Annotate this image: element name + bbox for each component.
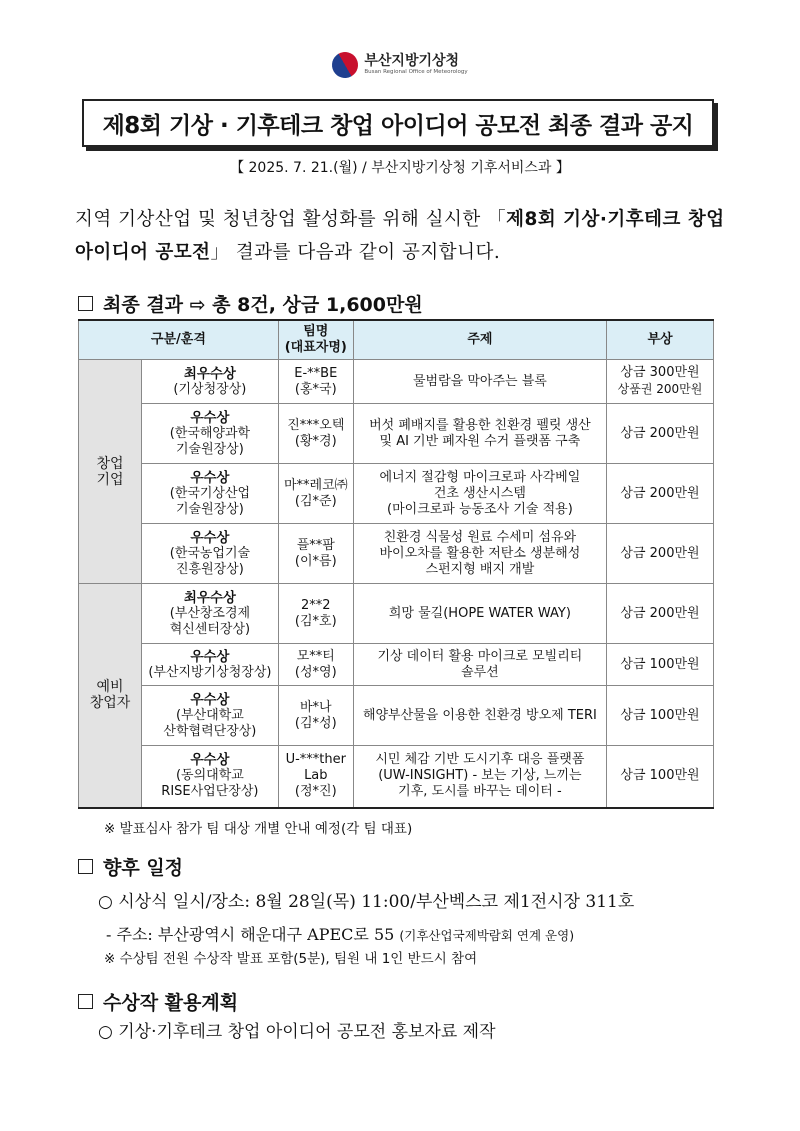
- results-table: [78, 319, 714, 809]
- group-label: 예비 창업자: [79, 584, 142, 808]
- section-heading-schedule: 향후 일정: [78, 853, 183, 880]
- dateline: 【 2025. 7. 21.(월) / 부산지방기상청 기후서비스과 】: [230, 160, 570, 176]
- topic-cell: 해양부산물을 이용한 친환경 방오제 TERI: [353, 686, 606, 746]
- team-cell: [278, 360, 353, 404]
- plan-item: ○ 기상·기후테크 창업 아이디어 공모전 홍보자료 제작: [98, 1022, 496, 1042]
- group-label: 창업 기업: [79, 360, 142, 584]
- award-cell: [142, 524, 279, 584]
- prize-main: 상금 200만원: [620, 545, 700, 561]
- team-rep: (이*름): [294, 553, 337, 569]
- prize-cell: [607, 360, 714, 404]
- team-name: 마**레코㈜: [283, 477, 348, 493]
- prize-main: 상금 100만원: [620, 768, 700, 784]
- team-cell: [278, 404, 353, 464]
- award-agency: (동의대학교 RISE사업단장상): [161, 768, 259, 800]
- award-cell: [142, 360, 279, 404]
- team-cell: [278, 644, 353, 686]
- team-name: 진***오텍: [287, 417, 345, 433]
- team-cell: [278, 464, 353, 524]
- team-cell: [278, 686, 353, 746]
- schedule-item: ○ 시상식 일시/장소: 8월 28일(목) 11:00/부산벡스코 제1전시장 311호: [98, 892, 635, 912]
- team-rep: (정*진): [294, 784, 337, 800]
- award-name: 우수상: [190, 691, 230, 708]
- award-name: 우수상: [190, 529, 230, 546]
- table-row: [79, 404, 714, 464]
- org-logo: [0, 52, 800, 78]
- prize-main: 상금 200만원: [620, 485, 700, 501]
- checkbox-square-icon: [78, 994, 93, 1009]
- table-row: [79, 524, 714, 584]
- award-cell: [142, 686, 279, 746]
- prize-cell: [607, 464, 714, 524]
- schedule-address: - 주소: 부산광역시 해운대구 APEC로 55 (기후산업국제박람회 연계 운영): [106, 925, 575, 944]
- award-name: 우수상: [190, 409, 230, 426]
- team-rep: (성*영): [294, 664, 337, 680]
- topic-cell: 에너지 절감형 마이크로파 사각베일 건초 생산시스템 (마이크로파 능동조사 기술 적용): [353, 464, 606, 524]
- team-name: E-**BE: [294, 365, 338, 381]
- topic-cell: 희망 물길(HOPE WATER WAY): [353, 584, 606, 644]
- prize-main: 상금 300만원: [620, 365, 700, 380]
- award-name: 최우수상: [183, 365, 236, 382]
- prize-main: 상금 100만원: [620, 707, 700, 723]
- table-row: [79, 746, 714, 808]
- schedule-note: ※ 수상팀 전원 수상작 발표 포함(5분), 팀원 내 1인 반드시 참여: [104, 951, 478, 967]
- team-name: 2**2: [301, 597, 331, 613]
- prize-cell: [607, 584, 714, 644]
- prize-main: 상금 200만원: [620, 425, 700, 441]
- table-row: [79, 686, 714, 746]
- table-row: [79, 644, 714, 686]
- team-name: 모**티: [296, 648, 335, 664]
- taegeuk-logo-icon: [328, 47, 364, 83]
- award-agency: (부산대학교 산학협력단장상): [163, 707, 257, 739]
- table-row: [79, 360, 714, 404]
- topic-cell: 친환경 식물성 원료 수세미 섬유와 바이오차를 활용한 저탄소 생분해성 스펀지형 배지 개발: [353, 524, 606, 584]
- team-cell: [278, 746, 353, 808]
- team-rep: (홍*국): [294, 381, 337, 397]
- team-name: U-***ther Lab: [285, 752, 346, 784]
- document-title: 제8회 기상 · 기후테크 창업 아이디어 공모전 최종 결과 공지: [82, 99, 714, 147]
- team-rep: (김*준): [294, 493, 337, 509]
- award-agency: (부산지방기상청장상): [148, 664, 272, 680]
- checkbox-square-icon: [78, 859, 93, 874]
- topic-cell: 기상 데이터 활용 마이크로 모빌리티 솔루션: [353, 644, 606, 686]
- topic-cell: 시민 체감 기반 도시기후 대응 플랫폼 (UW-INSIGHT) - 보는 기상, 느끼는 기후, 도시를 바꾸는 데이터 -: [353, 746, 606, 808]
- prize-main: 상금 100만원: [620, 656, 700, 672]
- org-subtitle: Busan Regional Office of Meteorology: [364, 69, 468, 76]
- table-note: ※ 발표심사 참가 팀 대상 개별 안내 예정(각 팀 대표): [104, 821, 413, 837]
- prize-cell: [607, 524, 714, 584]
- team-rep: (김*호): [294, 613, 337, 629]
- table-row: [79, 464, 714, 524]
- award-agency: (기상청장상): [173, 381, 247, 397]
- award-cell: [142, 746, 279, 808]
- section-heading-results: 최종 결과 ⇨ 총 8건, 상금 1,600만원: [78, 290, 423, 317]
- topic-cell: 물범람을 막아주는 블록: [353, 360, 606, 404]
- award-agency: (부산창조경제 혁신센터장상): [169, 605, 251, 637]
- team-cell: [278, 584, 353, 644]
- org-name: 부산지방기상청: [364, 53, 460, 70]
- award-name: 우수상: [190, 469, 230, 486]
- team-cell: [278, 524, 353, 584]
- award-agency: (한국기상산업 기술원장상): [169, 485, 251, 517]
- award-cell: [142, 584, 279, 644]
- award-cell: [142, 404, 279, 464]
- team-rep: (황*경): [294, 433, 337, 449]
- award-cell: [142, 644, 279, 686]
- award-name: 최우수상: [183, 589, 236, 606]
- prize-cell: [607, 686, 714, 746]
- team-name: 바*나: [299, 699, 332, 715]
- prize-cell: [607, 644, 714, 686]
- prize-main: 상금 200만원: [620, 605, 700, 621]
- prize-voucher: 상품권 200만원: [617, 382, 703, 396]
- award-name: 우수상: [190, 752, 230, 769]
- award-name: 우수상: [190, 648, 230, 665]
- header-category: 구분/훈격: [79, 320, 279, 360]
- intro-paragraph: 지역 기상산업 및 청년창업 활성화를 위해 실시한 「제8회 기상·기후테크 창업 아이디어 공모전」 결과를 다음과 같이 공지합니다.: [75, 209, 725, 263]
- award-agency: (한국농업기술 진흥원장상): [169, 545, 251, 577]
- header-prize: 부상: [607, 320, 714, 360]
- header-team: 팀명 (대표자명): [278, 320, 353, 360]
- prize-cell: [607, 746, 714, 808]
- checkbox-square-icon: [78, 296, 93, 311]
- table-row: [79, 584, 714, 644]
- prize-cell: [607, 404, 714, 464]
- header-topic: 주제: [353, 320, 606, 360]
- section-heading-plan: 수상작 활용계획: [78, 988, 238, 1015]
- topic-cell: 버섯 폐배지를 활용한 친환경 펠릿 생산 및 AI 기반 폐자원 수거 플랫폼 구축: [353, 404, 606, 464]
- award-cell: [142, 464, 279, 524]
- team-rep: (김*성): [294, 715, 337, 731]
- award-agency: (한국해양과학 기술원장상): [169, 425, 251, 457]
- team-name: 플**팜: [296, 537, 335, 553]
